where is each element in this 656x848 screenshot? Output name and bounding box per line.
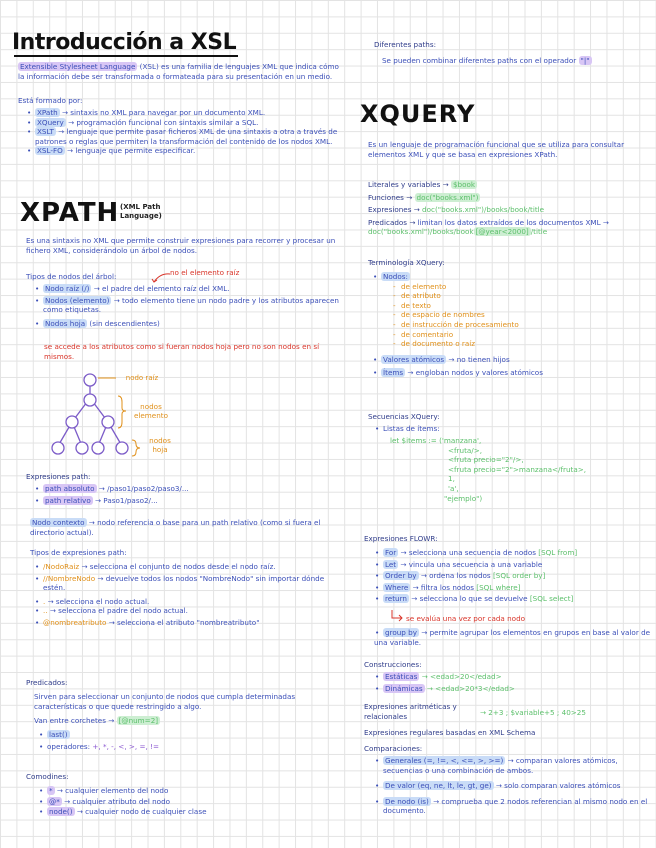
construction-desc: → <edad>20*3</edad> <box>424 683 515 693</box>
items-term: Ítems <box>383 368 404 378</box>
xq-predicates-desc: limitan los datos extraídos de los documentos XML → <box>417 217 609 227</box>
group-desc: → permite agrupar los elementos en grupos en base al valor de una variable. <box>374 628 651 647</box>
list-item <box>34 319 344 329</box>
predicates-row <box>368 218 650 237</box>
flowr-term: Where <box>385 582 409 592</box>
expr-types-label: Tipos de expresiones path: <box>30 548 127 557</box>
list-item <box>34 284 344 294</box>
paths-desc-text: Se pueden combinar diferentes paths con el operador <box>382 56 577 65</box>
xsl-item-term: XSL-FO <box>37 146 63 156</box>
list-item <box>374 672 654 682</box>
flowr-sql: [SQL order by] <box>492 571 546 581</box>
expr-type-term: .. <box>43 606 48 616</box>
predicates-brackets <box>34 716 160 726</box>
path-expr-label: Expresiones path: <box>26 472 91 481</box>
expr-types-list <box>34 562 344 628</box>
code-line: let $items := ('manzana', <box>390 436 482 445</box>
path-expr-desc: → Paso1/paso2/... <box>92 495 158 505</box>
expr-type-desc: → selecciona el conjunto de nodos desde el nodo raíz. <box>79 562 276 571</box>
node-kind: - de texto <box>393 301 648 311</box>
list-item <box>34 484 344 494</box>
literals-example: $book <box>452 180 476 189</box>
list-item <box>26 118 344 128</box>
code-line: "ejemplo") <box>444 493 483 503</box>
xsl-item-term: XQuery <box>37 117 64 127</box>
xsl-formed-by: Está formado por: <box>18 96 83 105</box>
xpath-intro: Es una sintaxis no XML que permite construir expresiones para recorrer y procesar un fichero XML, considerándolo un árbol de nodos. <box>26 236 336 255</box>
path-expr-term: path absoluto <box>45 484 95 493</box>
xq-predicates-example-a: doc("books.xml")/books/book <box>368 227 474 237</box>
flowr-sql: [SQL select] <box>529 594 574 604</box>
flowr-desc: → selecciona una secuencia de nodos <box>398 548 536 557</box>
predicate-item-term: operadores: <box>47 741 91 751</box>
xsl-item-term: XPath <box>37 108 58 117</box>
expressions-label: Expresiones → <box>368 205 420 215</box>
comparison-term: De valor (eq, ne, lt, le, gt, ge) <box>385 781 492 791</box>
expr-type-term: @nombreatributo <box>43 617 107 627</box>
wildcard-desc: → cualquier nodo de cualquier clase <box>74 807 207 817</box>
list-item <box>34 574 344 593</box>
return-note: se evalúa una vez por cada nodo <box>406 614 526 623</box>
expr-type-desc: → selecciona el nodo actual. <box>45 596 150 606</box>
xsl-item-desc: → lenguaje que permite pasar ficheros XML de una sintaxis a otra a través de patrones o reglas que permiten la transformación del contenido de los nodos XML. <box>35 127 338 146</box>
node-kind: - de elemento <box>393 282 648 292</box>
node-kind: - de instrucción de procesamiento <box>393 320 648 330</box>
flowr-term: For <box>385 548 397 557</box>
list-item <box>374 560 654 570</box>
expr-type-desc: → selecciona el atributo "nombreatributo" <box>106 617 260 627</box>
xpath-subtitle: (XML Path Language) <box>120 203 162 220</box>
group-term: group by <box>385 628 417 637</box>
group-by <box>374 628 652 647</box>
flowr-label: Expresiones FLOWR: <box>364 534 438 543</box>
comparison-desc: → comprueba que 2 nodos referencian al mismo nodo en el documento. <box>383 796 648 816</box>
comparison-term: De nodo (is) <box>385 796 429 806</box>
flowr-term: Order by <box>385 571 417 581</box>
list-item <box>34 296 344 315</box>
wildcards-label: Comodines: <box>26 772 69 781</box>
paths-label: Diferentes paths: <box>374 40 437 49</box>
functions-example: doc("books.xml") <box>416 192 479 202</box>
predicates-brackets-text: Van entre corchetes → <box>34 716 115 725</box>
xsl-intro-rest: (XSL) es una familia de lenguajes XML que indica cómo la información debe ser transformada o formateada para su presentación en un medio. <box>18 62 339 81</box>
functions-label: Funciones → <box>368 192 413 202</box>
list-item <box>374 548 654 558</box>
list-item <box>34 597 344 607</box>
code-line: <fruta precio="2"/>, <box>448 455 524 465</box>
literals-label: Literales y variables → <box>368 180 449 189</box>
list-item <box>372 272 648 349</box>
items-desc: → engloban nodos y valores atómicos <box>405 368 543 378</box>
list-item <box>26 108 344 118</box>
list-item <box>26 127 344 146</box>
predicates-label: Predicados: <box>26 678 68 687</box>
xsl-item-desc: → sintaxis no XML para navegar por un documento XML. <box>59 108 266 117</box>
context-desc: → nodo referencia o base para un path relativo (como si fuera el directorio actual). <box>30 518 321 537</box>
xsl-title-underline <box>14 55 238 57</box>
flowr-term: Let <box>385 559 397 569</box>
list-item <box>38 730 338 740</box>
list-item <box>374 781 654 791</box>
xquery-title: XQUERY <box>360 100 476 128</box>
xsl-intro <box>18 62 344 81</box>
tree-label-element: nodos elemento <box>133 402 169 420</box>
flowr-desc: → selecciona lo que se devuelve <box>408 594 528 604</box>
xq-predicates-label: Predicados → <box>368 217 416 227</box>
list-item <box>374 756 654 775</box>
expressions-row <box>368 205 650 215</box>
code-line: <fruta precio="2">manzana</fruta>, <box>448 464 587 474</box>
attr-note: se accede a los atributos como si fueran nodos hoja pero no son nodos en sí mismos. <box>44 342 320 361</box>
wildcard-desc: → cualquier atributo del nodo <box>61 796 171 806</box>
return-note-arrow-icon <box>390 610 404 622</box>
comparison-term: Generales (=, !=, <, <=, >, >=) <box>385 756 504 765</box>
code-line: 'a', <box>448 483 459 493</box>
list-item <box>372 355 648 365</box>
xquery-intro: Es un lenguaje de programación funcional que se utiliza para consultar elementos XML y que se basa en expresiones XPath. <box>368 140 625 159</box>
list-item <box>38 786 338 796</box>
list-item <box>374 571 654 581</box>
xsl-items-list <box>26 108 344 156</box>
node-kinds <box>381 282 648 349</box>
comparison-desc: → solo comparan valores atómicos <box>493 781 621 791</box>
constructions-list <box>374 672 654 693</box>
list-item <box>34 618 344 628</box>
expr-type-desc: → selecciona el padre del nodo actual. <box>47 606 188 616</box>
literals-row <box>368 180 650 190</box>
expr-type-term: /NodoRaiz <box>43 562 80 571</box>
list-item <box>34 496 344 506</box>
item-lists-text: • Listas de ítems: <box>374 424 440 433</box>
node-kind: - de espacio de nombres <box>393 310 648 320</box>
xsl-item-desc: → programación funcional con sintaxis similar a SQL. <box>65 117 259 127</box>
list-item <box>374 594 654 604</box>
atomic-desc: → no tienen hijos <box>446 354 510 364</box>
paths-desc <box>382 56 646 66</box>
predicates-desc: Sirven para seleccionar un conjunto de nodos que cumpla determinadas características o que quede restringido a algo. <box>34 692 296 711</box>
code-line: <fruta/>, <box>448 445 483 455</box>
node-kind: - de comentario <box>393 330 648 340</box>
node-types-label: Tipos de nodos del árbol: <box>26 272 117 281</box>
arith-example: → 2+3 ; $variable+5 ; 40>25 <box>480 708 586 717</box>
list-item <box>38 742 338 752</box>
xsl-item-desc: → lenguaje que permite especificar. <box>64 146 196 156</box>
functions-row <box>368 193 650 203</box>
xsl-title: Introducción a XSL <box>12 30 237 55</box>
node-kind: - de atributo <box>393 291 648 301</box>
comparisons-list <box>374 756 654 816</box>
context-term: Nodo contexto <box>32 518 85 527</box>
constructions-label: Construcciones: <box>364 660 422 669</box>
xsl-item-term: XSLT <box>37 127 54 137</box>
list-item <box>374 583 654 593</box>
list-item <box>374 797 654 816</box>
group-by-item <box>374 628 650 647</box>
node-type-desc: → el padre del elemento raíz del XML. <box>91 284 230 293</box>
sequence-code <box>390 436 650 503</box>
regex-label: Expresiones regulares basadas en XML Schema <box>364 728 536 737</box>
root-note-arrow-icon <box>148 270 172 284</box>
tree-label-root: nodo raíz <box>125 374 159 382</box>
flowr-desc: → vincula una secuencia a una variable <box>398 559 543 569</box>
list-item <box>38 807 338 817</box>
node-type-term: Nodo raíz (/) <box>45 284 90 293</box>
node-type-desc: → todo elemento tiene un nodo padre y los atributos aparecen como etiquetas. <box>43 295 339 315</box>
path-expr-desc: → /paso1/paso2/paso3/... <box>96 484 189 493</box>
root-note: no el elemento raíz <box>170 268 240 277</box>
node-type-term: Nodos hoja <box>45 318 86 328</box>
sequences-label: Secuencias XQuery: <box>368 412 440 421</box>
expr-type-desc: → devuelve todos los nodos "NombreNodo" sin importar dónde estén. <box>43 573 325 593</box>
list-item <box>38 797 338 807</box>
list-item <box>372 368 648 378</box>
path-expr-term: path relativo <box>45 495 91 505</box>
arith-label: Expresiones aritméticas y relacionales <box>364 702 457 721</box>
construction-term: Estáticas <box>385 672 418 681</box>
node-type-desc: (sin descendientes) <box>87 318 160 328</box>
xsl-intro-term: Extensible Stylesheet Language <box>20 62 136 71</box>
predicate-item-desc: +, *, -, <, >, =, != <box>90 741 159 751</box>
flowr-desc: → filtra los nodos <box>410 582 474 592</box>
xq-predicates-example-c: /title <box>530 227 548 237</box>
expr-type-term: //NombreNodo <box>43 573 96 583</box>
flowr-list <box>374 548 654 604</box>
item-lists-label <box>374 424 440 434</box>
expr-type-term: . <box>43 596 46 606</box>
wildcard-term: @* <box>49 796 60 806</box>
context-node <box>30 518 344 537</box>
xpath-title: XPATH <box>20 198 120 228</box>
paths-operator: "|" <box>580 56 590 65</box>
list-item <box>34 606 344 616</box>
list-item <box>374 684 654 694</box>
code-line: 1, <box>448 474 455 484</box>
predicates-example: [@num=2] <box>118 716 159 725</box>
node-types-list <box>34 284 344 328</box>
atomic-term: Valores atómicos <box>383 354 445 364</box>
wildcard-term: * <box>49 786 53 795</box>
predicates-list <box>38 730 338 751</box>
construction-desc: → <edad>20</edad> <box>419 672 502 681</box>
path-expr-list <box>34 484 344 505</box>
comparisons-label: Comparaciones: <box>364 744 423 753</box>
flowr-sql: [SQL where] <box>476 582 521 592</box>
node-type-term: Nodos (elemento) <box>45 295 110 305</box>
list-item <box>34 562 344 572</box>
nodes-label: Nodos: <box>383 272 408 281</box>
comparison-desc: → comparan valores atómicos, secuencias o una combinación de ambos. <box>383 756 618 775</box>
wildcard-term: node() <box>49 807 73 817</box>
tree-label-leaf: nodos hoja <box>149 436 171 454</box>
xq-predicates-example-b: [@year<2000] <box>475 227 529 237</box>
expressions-example: doc("books.xml")/books/book/title <box>422 205 545 215</box>
terminology-list <box>372 272 648 378</box>
wildcards-list <box>38 786 338 817</box>
flowr-sql: [SQL from] <box>538 548 578 557</box>
flowr-term: return <box>385 594 407 604</box>
predicate-item-term: last() <box>49 730 68 739</box>
wildcard-desc: → cualquier elemento del nodo <box>54 786 169 795</box>
terminology-label: Terminología XQuery: <box>368 258 445 267</box>
list-item <box>26 146 344 156</box>
node-kind: - de documento o raíz <box>393 339 648 349</box>
xquery-basics <box>368 180 650 237</box>
flowr-desc: → ordena los nodos <box>418 571 491 581</box>
construction-term: Dinámicas <box>385 683 423 693</box>
